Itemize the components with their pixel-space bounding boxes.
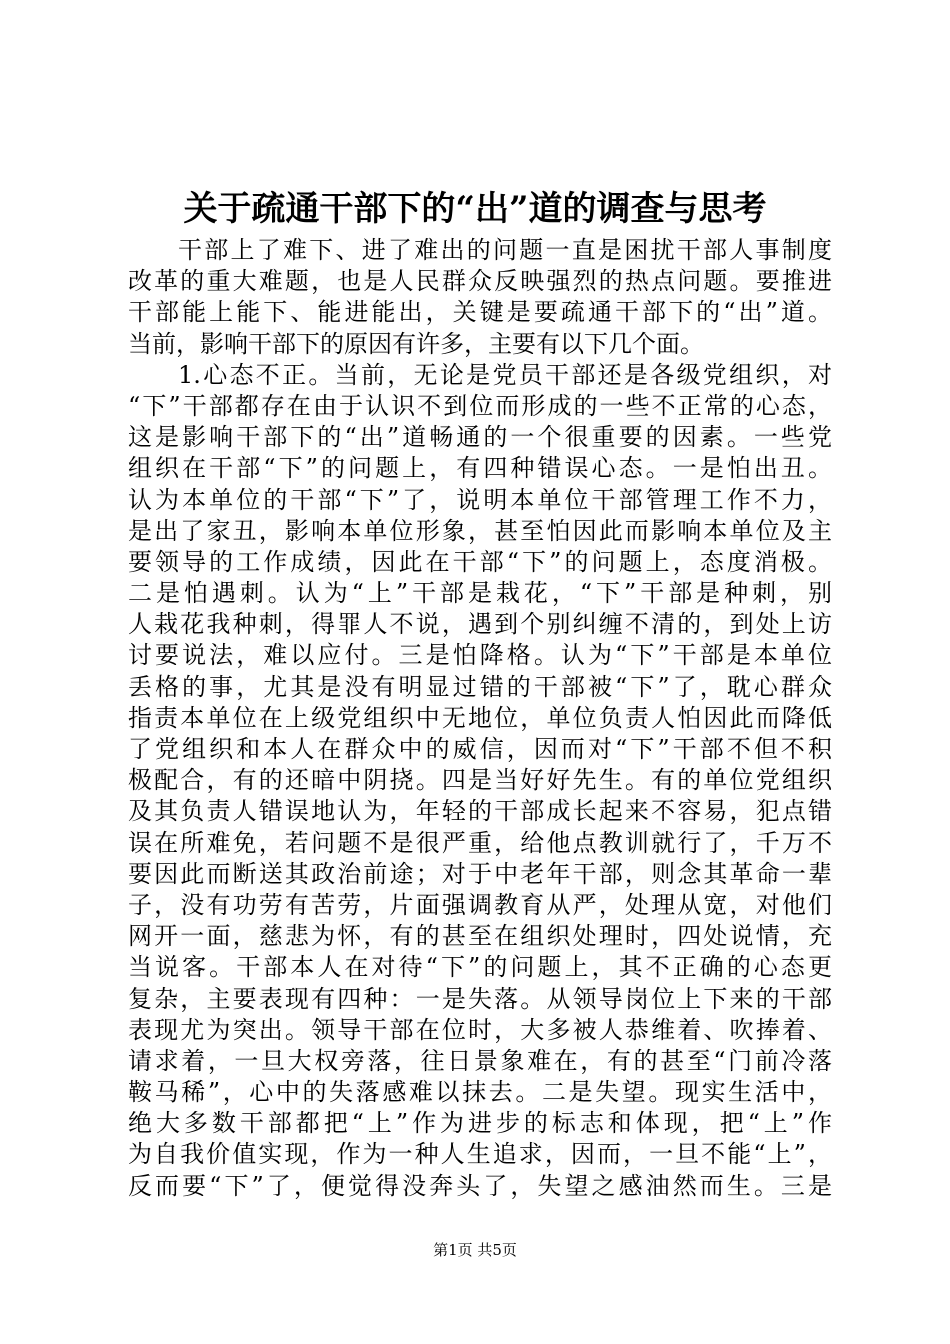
paragraph-2-line: 人栽花我种刺，得罪人不说，遇到个别纠缠不清的，到处上访 — [128, 610, 832, 639]
paragraph-2-line: 指责本单位在上级党组织中无地位，单位负责人怕因此而降低 — [128, 703, 832, 732]
paragraph-2-line: 是出了家丑，影响本单位形象，甚至怕因此而影响本单位及主 — [128, 516, 832, 545]
document-body — [128, 235, 832, 1202]
paragraph-1-line-2: 改革的重大难题，也是人民群众反映强烈的热点问题。要推进 — [128, 267, 832, 296]
paragraph-2-line: “下”干部都存在由于认识不到位而形成的一些不正常的心态， — [128, 391, 832, 420]
paragraph-2-line: 当说客。干部本人在对待“下”的问题上，其不正确的心态更 — [128, 953, 832, 982]
document-title: 关于疏通干部下的“出”道的调查与思考 — [183, 189, 767, 229]
paragraph-2-line: 及其负责人错误地认为，年轻的干部成长起来不容易，犯点错 — [128, 797, 832, 826]
paragraph-2-line: 丢格的事，尤其是没有明显过错的干部被“下”了，耽心群众 — [128, 672, 832, 701]
paragraph-1-line-4: 当前，影响干部下的原因有许多，主要有以下几个面。 — [128, 329, 704, 358]
paragraph-2-line: 反而要“下”了，便觉得没奔头了，失望之感油然而生。三是 — [128, 1171, 832, 1200]
paragraph-2-line: 这是影响干部下的“出”道畅通的一个很重要的因素。一些党 — [128, 423, 832, 452]
paragraph-2-line-1: 1.心态不正。当前，无论是党员干部还是各级党组织，对 — [178, 360, 832, 389]
paragraph-2-line: 绝大多数干部都把“上”作为进步的标志和体现，把“上”作 — [128, 1109, 832, 1138]
paragraph-2-line: 复杂，主要表现有四种：一是失落。从领导岗位上下来的干部 — [128, 984, 832, 1013]
paragraph-1-line-1: 干部上了难下、进了难出的问题一直是困扰干部人事制度 — [178, 236, 832, 264]
paragraph-2-line: 组织在干部“下”的问题上，有四种错误心态。一是怕出丑。 — [128, 454, 832, 483]
paragraph-2-line: 子，没有功劳有苦劳，片面强调教育从严，处理从宽，对他们 — [128, 890, 832, 919]
paragraph-2-line: 要因此而断送其政治前途；对于中老年干部，则念其革命一辈 — [128, 859, 832, 888]
paragraph-2-line: 二是怕遇刺。认为“上”干部是栽花，“下”干部是种刺，别 — [128, 579, 832, 608]
paragraph-2-line: 为自我价值实现，作为一种人生追求，因而，一旦不能“上”， — [128, 1140, 832, 1169]
paragraph-2-line: 讨要说法，难以应付。三是怕降格。认为“下”干部是本单位 — [128, 641, 832, 670]
page-number-footer: 第1页 共5页 — [433, 1241, 517, 1259]
paragraph-2-line: 了党组织和本人在群众中的威信，因而对“下”干部不但不积 — [128, 735, 832, 763]
paragraph-2-line: 请求着，一旦大权旁落，往日景象难在，有的甚至“门前冷落 — [128, 1046, 832, 1075]
paragraph-2-line: 认为本单位的干部“下”了，说明本单位干部管理工作不力， — [128, 485, 832, 514]
paragraph-2-line: 表现尤为突出。领导干部在位时，大多被人恭维着、吹捧着、 — [128, 1015, 832, 1044]
paragraph-2-line: 要领导的工作成绩，因此在干部“下”的问题上，态度消极。 — [128, 547, 832, 576]
paragraph-2-line: 鞍马稀”，心中的失落感难以抹去。二是失望。现实生活中， — [128, 1078, 832, 1107]
paragraph-2-line: 误在所难免，若问题不是很严重，给他点教训就行了，千万不 — [128, 828, 832, 857]
paragraph-2-line: 网开一面，慈悲为怀，有的甚至在组织处理时，四处说情，充 — [128, 922, 832, 951]
paragraph-1-line-3: 干部能上能下、能进能出，关键是要疏通干部下的“出”道。 — [128, 298, 832, 327]
paragraph-2-line: 极配合，有的还暗中阴挠。四是当好好先生。有的单位党组织 — [128, 766, 832, 795]
